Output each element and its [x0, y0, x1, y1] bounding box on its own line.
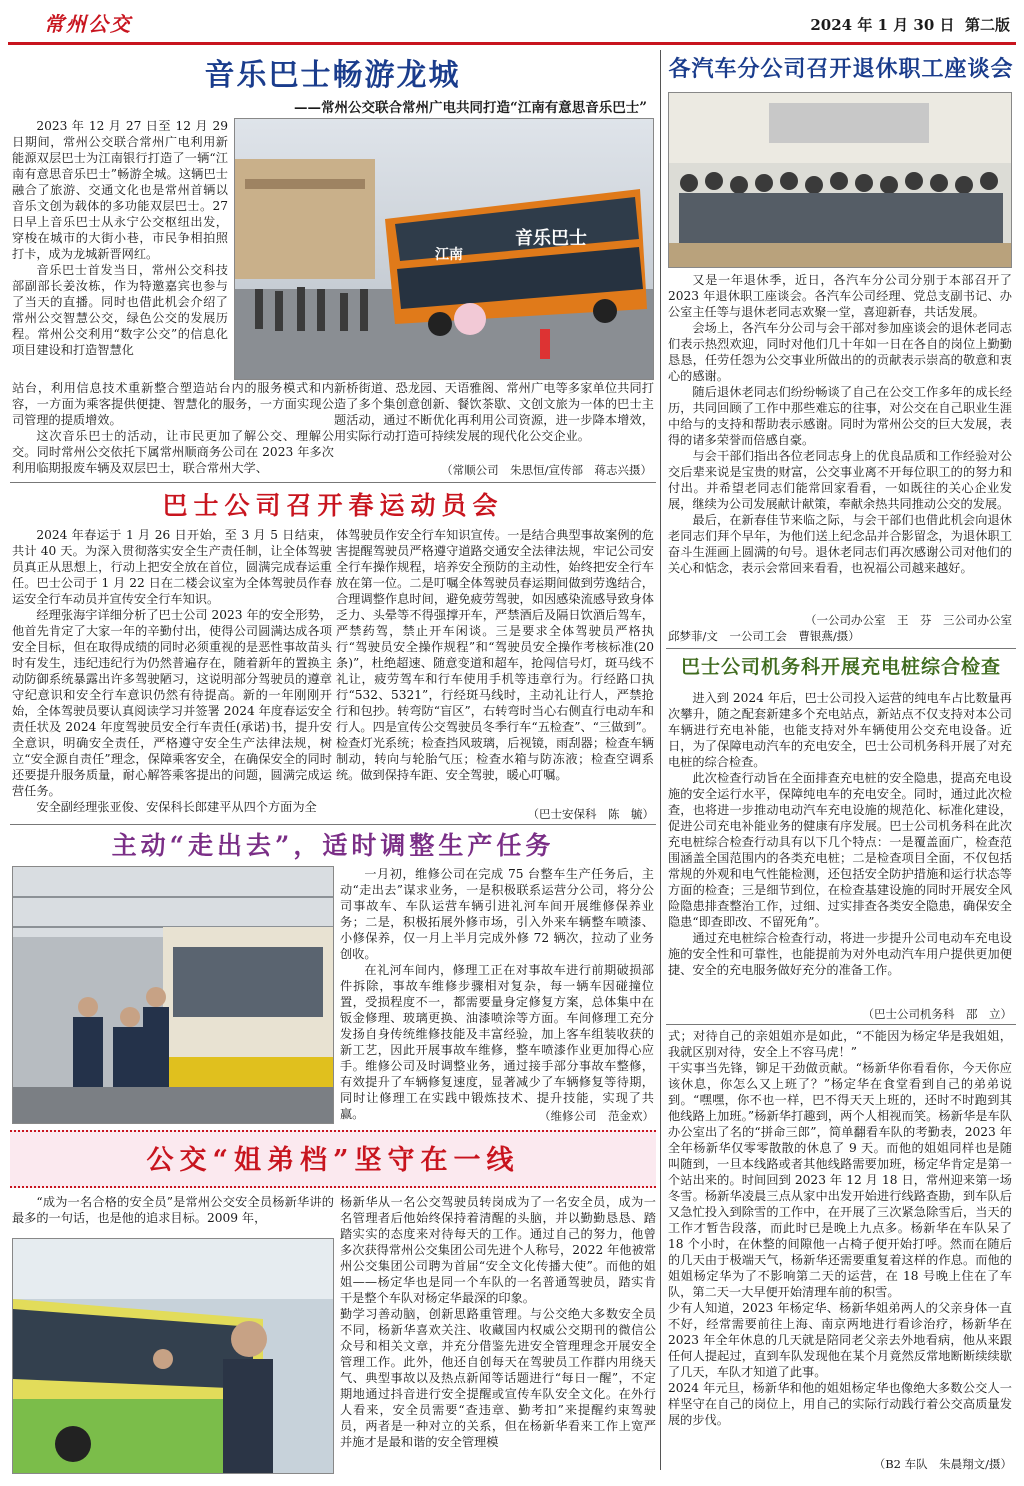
paragraph: 最后，在新春佳节来临之际，与会干部们也借此机会向退休老同志们拜个早年，为他们送上纪念品并合影留念，为退休职工奋斗生涯画上圆满的句号。退休老同志们再次感谢公司对他们的关心和惦念，表示会常回来看看，也祝福公司越来越好。: [668, 513, 1012, 575]
section-rule: [10, 482, 656, 483]
paragraph: 这次音乐巴士的活动，让市民更加了解公交、理解公交。同时常州公交依托下属常州顺商务公司在 2023 年多次利用临期报废车辆及双层巴士，联合常州大学、: [12, 429, 334, 475]
music-bus-photo: [234, 118, 654, 380]
masthead-date: [810, 14, 1010, 35]
retiree-byline-2: 邱梦菲/文 一公司工会 曹银燕/摄）: [668, 629, 860, 643]
paragraph: 又是一年退休季，近日，各汽车分公司分别于本部召开了 2023 年退休职工座谈会。各汽车公司经理、党总支副书记、办公室主任等与退休老同志欢聚一堂，喜迎新春，共话发展。: [668, 273, 1012, 319]
retiree-byline-1: （一公司办公室 王 芬 三公司办公室: [805, 613, 1012, 627]
music-bus-col-bottom-right: [334, 380, 654, 444]
paragraph: 式；对待自己的亲姐姐亦是如此，“不能因为杨定华是我姐姐，我就区别对待，安全上不容马虎！”: [668, 1029, 1012, 1059]
double-decker-bus-image: [235, 119, 654, 380]
music-bus-col-bottom-left: [12, 380, 334, 476]
spring-transport-headline: 巴士公司召开春运动员会: [162, 491, 504, 520]
section-rule: [666, 1024, 1016, 1025]
paragraph: 通过充电桩综合检查行动，将进一步提升公司电动车充电设施的安全性和可靠性，也能提前为对外电动汽车用户提供更加便捷、安全的充电服务做好充分的准备工作。: [668, 931, 1012, 977]
paragraph: 2024 年春运于 1 月 26 日开始，至 3 月 5 日结束，共计 40 天。为深入贯彻落实安全生产责任制，让全体驾驶员真正从思想上，行动上把安全放在首位，圆满完成春运重任。巴士公司于 1 月 22 日在二楼会议室为全体驾驶员作春运安全行车动员并宣传安全行车知识。: [12, 528, 332, 606]
music-bus-headline: 音乐巴士畅游龙城: [204, 58, 461, 93]
siblings-headline: 公交“姐弟档”坚守在一线: [146, 1145, 520, 1176]
maintenance-photo: [12, 866, 334, 1124]
music-bus-subhead: ——常州公交联合常州广电共同打造“江南有意思音乐巴士”: [293, 100, 647, 116]
edition-label: 第二版: [964, 16, 1010, 34]
section-rule: [10, 824, 656, 825]
siblings-photo: [12, 1238, 334, 1474]
retiree-photo: [668, 92, 1012, 268]
maintenance-body: [340, 866, 654, 1122]
maintenance-headline: 主动“走出去”，适时调整生产任务: [111, 831, 555, 860]
spring-transport-byline: （巴士安保科 陈 毓）: [527, 807, 654, 821]
group-photo-image: [669, 93, 1012, 268]
paragraph: 站台，利用信息技术重新整合塑造站台内的服务模式和内容，一方面为乘客提供便捷、智慧化的服务，一方面实现公司管理的提质增效。: [12, 381, 334, 427]
paragraph: 体驾驶员作安全行车知识宣传。一是结合典型事故案例的危害提醒驾驶员严格遵守道路交通安全法律法规，牢记公司安全行车操作规程，培养安全预防的主动性，始终把安全行车放在第一位。二是叮嘱全体驾驶员春运期间做到劳逸结合，合理调整作息时间，避免疲劳驾驶，如因感染流感导致身体乏力、头晕等不得强撑开车，严禁酒后及隔日饮酒后驾车，严禁药驾，禁止开车闲谈。三是要求全体驾驶员严格执行“驾驶员安全操作规程”和“驾驶员安全操作考核标准(20 条)”，杜绝超速、随意变道和超车，抢闯信号灯，斑马线不礼让，疲劳驾车和行车使用手机等违章行为。行经路口执行“532、5321”，行经斑马线时，主动礼让行人，严禁抢行和包抄。转弯防“盲区”，右转弯时当心右侧直行电动车和行人。四是宣传公交驾驶员冬季行车“五检查”、“三做到”。检查灯光系统；检查挡风玻璃，后视镜，雨刮器；检查车辆制动，转向与轮胎气压；检查水箱与防冻液；检查空调系统。做到保持车距、安全驾驶，暖心叮嘱。: [336, 528, 654, 782]
paragraph: 音乐巴士首发当日，常州公交科技部副部长姜汝栋，作为特邀嘉宾也参与了当天的直播。同时也借此机会介绍了常州公交智慧公交，绿色公交的发展历程。常州公交利用“数字公交”的信息化项目建设和打造智慧化: [12, 263, 228, 357]
masthead-rule: [8, 42, 1016, 45]
section-rule: [666, 648, 1016, 649]
bus-route-label: 江南: [435, 247, 463, 263]
paragraph: 在礼河车间内，修理工正在对事故车进行前期破损部件拆除，事故车维修步骤相对复杂，每一辆车因碰撞位置，受损程度不一，都需要量身定修复方案，总体集中在钣金修理、玻璃更换、油漆喷涂等方面。车间修理工充分发扬自身传统维修技能及丰富经验，加上客车组装收获的新工艺，因此开展事故车维修，整车喷漆作业更加得心应手。维修公司及时调整业务，通过接手部分事故车整修，有效提升了车辆修复速度，显著减少了车辆修复等待期，同时让修理工在实践中锻炼技术、提升技能，实现了共赢。: [340, 963, 654, 1121]
siblings-col-left: [12, 1194, 334, 1226]
spring-transport-col-left: [12, 527, 332, 815]
paragraph: 干实事当先锋，铆足干劲做贡献。“杨新华你看看你，今天你应该休息，你怎么又上班了？”杨定华在食堂看到自己的弟弟说到。“嘿嘿，你不也一样，巴不得天天上班的，还时不时跑到其他线路上加班。”杨新华打趣到，两个人相视而笑。杨新华是车队办公室出了名的“拼命三郎”，简单翻看车队的考勤表，2023 年全年杨新华仅零零散散的休息了 9 天。而他的姐姐同样也是随叫随到，一旦本线路或者其他线路需要加班，杨定华肯定是第一个站出来的。时间回到 2023 年 12 月 18 日，常州迎来第一场冬雪。杨新华凌晨三点从家中出发开始进行线路查勘，到车队后又急忙投入到除雪的工作中，在开展了三次紧急除雪后，当天的工作才暂告段落，而此时已是晚上九点多。杨新华在车队呆了 18 个小时，在休整的间隙他一占椅子便开始打呼。然而在随后的几天由于极端天气，杨新华还需要重复着这样的作息。而他的姐姐杨定华为了不影响第二天的运营，在 18 号晚上住在了车队，第二天一大早便开始清理车前的积雪。: [668, 1061, 1012, 1299]
paragraph: 进入到 2024 年后，巴士公司投入运营的纯电车占比数量再次攀升，随之配套新建多个充电站点，新站点不仅支持对本公司车辆进行充电补能，也能支持对外车辆使用公交充电设备。近日，为了保障电动汽车的充电安全，巴士公司机务科开展了对充电桩的综合检查。: [668, 691, 1012, 769]
paragraph: 2023 年 12 月 27 日至 12 月 29 日期间，常州公交联合常州广电利用新能源双层巴士为江南银行打造了一辆“江南有意思音乐巴士”畅游全城。这辆巴士融合了旅游、交通文化也是常州首辆以音乐文创为载体的多功能双层巴士。27 日早上音乐巴士从永宁公交枢纽出发，穿梭在城市的大街小巷，市民争相拍照打卡，成为龙城新晋网红。: [12, 119, 228, 261]
siblings-col-right: [668, 1028, 1012, 1428]
charging-headline: 巴士公司机务科开展充电桩综合检查: [680, 656, 1001, 678]
paragraph: 勤学习善动脑，创新思路重管理。与公交绝大多数安全员不同，杨新华喜欢关注、收藏国内权威公交期刊的微信公众号和相关文章，并充分借鉴先进安全管理理念开展安全管理工作。此外，他还自创每天在驾驶员工作群内用绕天气、典型事故以及热点新闻等话题进行“每日一醒”，不定期地通过抖音进行安全提醒或宣传车队安全文化。在外行人看来，安全员需要“查违章、勤考扣”来提醒约束驾驶员，两者是一种对立的关系，但在杨新华看来工作上宽严并施才是最和谐的安全管理模: [340, 1307, 656, 1449]
paragraph: 2024 年元旦，杨新华和他的姐姐杨定华也像绝大多数公交人一样坚守在自己的岗位上，用自己的实际行动践行着公交高质量发展的步伐。: [668, 1381, 1012, 1427]
bus-driver-image: [13, 1239, 334, 1474]
maintenance-byline: （维修公司 范金欢）: [539, 1109, 654, 1123]
retiree-headline: 各汽车分公司召开退休职工座谈会: [668, 56, 1014, 82]
paragraph: 经理张海宇详细分析了巴士公司 2023 年的安全形势，他首先肯定了大家一年的辛勤付出，使得公司圆满达成各项安全目标，但在取得成绩的同时必须重视的是恶性事故苗头时有发生，违纪违纪行为仍然普遍存在，随着新年的置换主动防御系统暴露出许多驾驶陋习，这说明部分驾驶员的遵章守纪意识和安全行车意识仍然有待提高。新的一年刚刚开始，全体驾驶员要认真阅读学习并签署 2024 年度春运安全责任状及 2024 年度驾驶员安全行车责任(承诺)书，提升安全意识，明确安全责任，严格遵守安全生产法律法规，树立“安全源自责任”理念，保障乘客安全，在确保安全的同时还要提升服务质量，耐心解答乘客提出的问题，圆满完成运营任务。: [12, 608, 332, 798]
paragraph: 安全副经理张亚俊、安保科长郎建平从四个方面为全: [36, 800, 317, 814]
paragraph: 此次检查行动旨在全面排查充电桩的安全隐患，提高充电设施的安全运行水平，保障纯电车的充电安全。同时，通过此次检查，也将进一步推动电动汽车充电设施的规范化、标准化建设，促进公司充电补能业务的健康有序发展。巴士公司机务科在此次充电桩综合检查行动具有以下几个特点：一是覆盖面广，检查范围涵盖全国范围内的各类充电桩；二是检查项目全面，不仅包括常规的外观和电气性能检测，还包括安全防护措施和运行状态等方面的检查；三是细节到位，在检查基建设施的同时开展安全风险隐患排查整治工作，过细、过实排查各类安全隐患，确保安全隐患“即查即改、不留死角”。: [668, 771, 1012, 929]
paragraph: 一月初，维修公司在完成 75 台整车生产任务后，主动“走出去”谋求业务，一是积极联系运营分公司，将分公司事故车、车队运营车辆引进礼河车间开展维修保养业务；二是，积极拓展外修市场，引入外来车辆整车喷漆、小修保养，仅一月上半月完成外修 72 辆次，拉动了业务创收。: [340, 867, 654, 961]
masthead-logo: 常州公交: [44, 12, 132, 36]
paragraph: 新桥街道、恐龙园、天语雅阁、常州广电等多家单位共同打造了多个集创意创新、餐饮茶歇、文创文旅为一体的巴士主题活动，通过不断优化再利用公司资源，进一步降本增效，用实际行动打造可持续发展的现代化公交企业。: [334, 381, 654, 443]
spring-transport-col-right: [336, 527, 654, 783]
issue-date: 2024 年 1 月 30 日: [810, 16, 955, 34]
paragraph: 与会干部们指出各位老同志身上的优良品质和工作经验对公交后辈来说是宝贵的财富，公交事业离不开每位职工的的努力和付出。并希望老同志们能常回家看看，一如既往的关心企业发展，继续为公司发展献计献策，奉献余热共同推动公交的发展。: [668, 449, 1012, 511]
paragraph: 少有人知道，2023 年杨定华、杨新华姐弟两人的父亲身体一直不好，经常需要前往上海、南京两地进行看诊治疗，杨新华在 2023 年全年休息的几天就是陪同老父亲去外地看病，他从来跟任何人提起过，直到车队发现他在某个月竟然反常地断断续续歇了几天，车队才知道了此事。: [668, 1301, 1012, 1379]
charging-byline: （巴士公司机务科 邵 立）: [862, 1007, 1012, 1021]
music-bus-byline: （常顺公司 朱思恒/宣传部 蒋志兴摄）: [441, 463, 652, 477]
paragraph: “成为一名合格的安全员”是常州公交安全员杨新华讲的最多的一句话，也是他的追求目标。2009 年，: [12, 1195, 334, 1225]
siblings-byline: （B2 车队 朱晨翔文/摄）: [873, 1457, 1012, 1471]
music-bus-col-left: [12, 118, 228, 380]
siblings-col-mid: [340, 1194, 656, 1450]
workshop-repair-image: [13, 867, 334, 1124]
bus-banner-label: 音乐巴士: [515, 228, 587, 249]
retiree-body: [668, 272, 1012, 576]
paragraph: 杨新华从一名公交驾驶员转岗成为了一名安全员，成为一名管理者后他始终保持着清醒的头脑，并以勤勤恳恳、踏踏实实的态度来对待每天的工作。通过自己的努力，他曾多次获得常州公交集团公司先进个人称号，2022 年他被常州公交集团公司聘为首届“安全文化传播大使”。而他的姐姐——杨定华也是同一个车队的一名普通驾驶员，踏实肯干是整个车队对杨定华最深的印象。: [340, 1195, 656, 1305]
column-divider: [660, 50, 661, 1470]
paragraph: 会场上，各汽车分公司与会干部对参加座谈会的退休老同志们表示热烈欢迎，同时对他们几十年如一日在各自的岗位上勤勤恳恳，任劳任怨为公交事业所做出的的贡献表示崇高的敬意和衷心的感谢。: [668, 321, 1012, 383]
charging-body: [668, 690, 1012, 978]
paragraph: 随后退休老同志们纷纷畅谈了自己在公交工作多年的成长经历，共同回顾了工作中那些难忘的往事，对公交在自己职业生涯中给与的支持和帮助表示感谢。同时为常州公交的巨大发展，表得的诸多荣誉而倍感自豪。: [668, 385, 1012, 447]
